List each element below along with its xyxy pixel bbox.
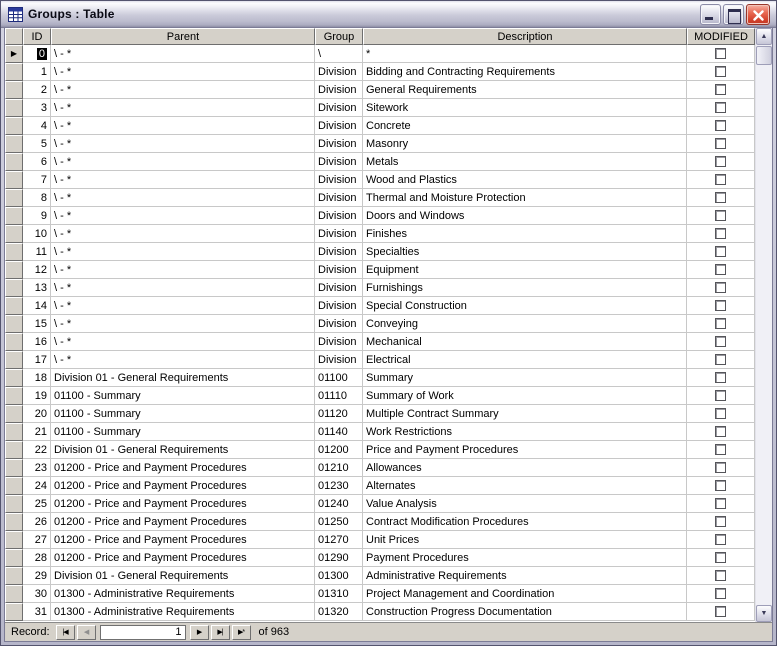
cell-id[interactable]: 17 [23,351,51,369]
modified-checkbox[interactable] [715,480,726,491]
cell-group[interactable]: 01140 [315,423,363,441]
cell-id[interactable]: 29 [23,567,51,585]
cell-parent[interactable]: Division 01 - General Requirements [51,369,315,387]
modified-checkbox[interactable] [715,336,726,347]
column-header-modified[interactable]: MODIFIED [687,28,755,45]
modified-checkbox[interactable] [715,246,726,257]
cell-modified [687,63,755,81]
record-selector[interactable] [5,405,23,423]
cell-description[interactable]: Alternates [363,477,687,495]
table-row [5,243,755,261]
record-selector[interactable] [5,531,23,549]
modified-checkbox[interactable] [715,606,726,617]
cell-id[interactable]: 1 [23,63,51,81]
cell-id[interactable]: 6 [23,153,51,171]
cell-description[interactable]: Thermal and Moisture Protection [363,189,687,207]
cell-description[interactable]: Masonry [363,135,687,153]
cell-description[interactable]: Project Management and Coordination [363,585,687,603]
cell-group[interactable]: Division [315,315,363,333]
cell-id[interactable]: 8 [23,189,51,207]
cell-description[interactable]: Specialties [363,243,687,261]
cell-parent[interactable]: 01200 - Price and Payment Procedures [51,459,315,477]
table-row [5,315,755,333]
last-record-button[interactable]: ▶| [211,625,230,640]
cell-id[interactable]: 2 [23,81,51,99]
cell-modified [687,351,755,369]
cell-id[interactable]: 26 [23,513,51,531]
cell-id[interactable]: 28 [23,549,51,567]
cell-group[interactable]: 01270 [315,531,363,549]
new-record-button[interactable]: ▶* [232,625,251,640]
record-selector[interactable] [5,387,23,405]
scroll-down-icon[interactable]: ▼ [756,605,772,622]
cell-description[interactable]: Unit Prices [363,531,687,549]
cell-group[interactable]: 01310 [315,585,363,603]
record-selector[interactable] [5,63,23,81]
record-selector[interactable] [5,423,23,441]
cell-parent[interactable]: 01300 - Administrative Requirements [51,603,315,621]
cell-group[interactable]: Division [315,351,363,369]
cell-parent[interactable]: \ - * [51,63,315,81]
record-selector[interactable] [5,81,23,99]
table-row [5,189,755,207]
modified-checkbox[interactable] [715,408,726,419]
modified-checkbox[interactable] [715,444,726,455]
record-selector[interactable] [5,225,23,243]
cell-modified [687,243,755,261]
datasheet-grid [5,28,755,622]
record-selector[interactable] [5,153,23,171]
table-row [5,351,755,369]
cell-parent[interactable]: \ - * [51,279,315,297]
table-row [5,531,755,549]
modified-checkbox[interactable] [715,390,726,401]
table-row [5,135,755,153]
cell-modified [687,45,755,63]
record-selector[interactable] [5,513,23,531]
cell-modified [687,441,755,459]
cell-group[interactable]: 01120 [315,405,363,423]
table-row [5,225,755,243]
cell-modified [687,567,755,585]
record-selector[interactable] [5,189,23,207]
table-row [5,459,755,477]
cell-group[interactable]: Division [315,297,363,315]
modified-checkbox[interactable] [715,318,726,329]
record-selector[interactable] [5,171,23,189]
cell-group[interactable]: Division [315,189,363,207]
cell-description[interactable]: Payment Procedures [363,549,687,567]
cell-parent[interactable]: \ - * [51,225,315,243]
cell-modified [687,189,755,207]
next-record-button[interactable]: ▶ [190,625,209,640]
modified-checkbox[interactable] [715,174,726,185]
cell-description[interactable]: Equipment [363,261,687,279]
cell-group[interactable]: 01300 [315,567,363,585]
table-row [5,153,755,171]
cell-description[interactable]: Allowances [363,459,687,477]
cell-description[interactable]: Concrete [363,117,687,135]
cell-group[interactable]: Division [315,243,363,261]
cell-group[interactable]: Division [315,207,363,225]
modified-checkbox[interactable] [715,552,726,563]
column-header-id[interactable]: ID [23,28,51,45]
table-row [5,261,755,279]
datasheet-table-icon [8,7,23,22]
cell-parent[interactable]: Division 01 - General Requirements [51,567,315,585]
cell-group[interactable]: Division [315,117,363,135]
current-record-arrow: ▶ [10,49,18,58]
modified-checkbox[interactable] [715,498,726,509]
cell-modified [687,153,755,171]
table-row [5,81,755,99]
table-row [5,207,755,225]
cell-group[interactable]: Division [315,261,363,279]
cell-description[interactable]: Bidding and Contracting Requirements [363,63,687,81]
record-selector[interactable] [5,585,23,603]
table-row [5,495,755,513]
modified-checkbox[interactable] [715,84,726,95]
modified-checkbox[interactable] [715,588,726,599]
cell-parent[interactable]: 01200 - Price and Payment Procedures [51,477,315,495]
cell-description[interactable]: General Requirements [363,81,687,99]
cell-id[interactable]: 5 [23,135,51,153]
cell-parent[interactable]: 01100 - Summary [51,423,315,441]
header-row [5,28,755,45]
cell-id[interactable]: 20 [23,405,51,423]
cell-group[interactable]: 01320 [315,603,363,621]
table-row [5,279,755,297]
record-selector[interactable] [5,279,23,297]
table-row [5,549,755,567]
table-row [5,45,755,63]
cell-modified [687,117,755,135]
table-row [5,171,755,189]
cell-modified [687,531,755,549]
cell-description[interactable]: * [363,45,687,63]
table-row [5,567,755,585]
table-row [5,513,755,531]
cell-modified [687,315,755,333]
cell-id[interactable]: 15 [23,315,51,333]
cell-id[interactable]: 27 [23,531,51,549]
cell-description[interactable]: Administrative Requirements [363,567,687,585]
modified-checkbox[interactable] [715,156,726,167]
cell-id[interactable]: 25 [23,495,51,513]
cell-id[interactable]: 9 [23,207,51,225]
cell-description[interactable]: Conveying [363,315,687,333]
cell-modified [687,405,755,423]
cell-description[interactable]: Contract Modification Procedures [363,513,687,531]
cell-group[interactable]: Division [315,171,363,189]
column-header-parent[interactable]: Parent [51,28,315,45]
modified-checkbox[interactable] [715,102,726,113]
cell-group[interactable]: Division [315,279,363,297]
table-row [5,117,755,135]
cell-description[interactable]: Finishes [363,225,687,243]
cell-modified [687,459,755,477]
modified-checkbox[interactable] [715,462,726,473]
cell-parent[interactable]: \ - * [51,243,315,261]
modified-checkbox[interactable] [715,282,726,293]
record-selector[interactable] [5,459,23,477]
cell-modified [687,207,755,225]
close-icon[interactable] [746,4,770,25]
modified-checkbox[interactable] [715,300,726,311]
modified-checkbox[interactable] [715,534,726,545]
cell-parent[interactable]: 01200 - Price and Payment Procedures [51,531,315,549]
cell-modified [687,603,755,621]
cell-group[interactable]: 01230 [315,477,363,495]
cell-group[interactable]: 01210 [315,459,363,477]
cell-group[interactable]: 01110 [315,387,363,405]
cell-description[interactable]: Value Analysis [363,495,687,513]
record-selector[interactable] [5,99,23,117]
modified-checkbox[interactable] [715,66,726,77]
cell-modified [687,279,755,297]
cell-id[interactable]: 21 [23,423,51,441]
record-navigation-bar [5,622,772,641]
scrollbar-track[interactable] [756,65,772,605]
cell-id[interactable] [23,45,51,63]
modified-checkbox[interactable] [715,516,726,527]
cell-parent[interactable]: \ - * [51,99,315,117]
cell-parent[interactable]: \ - * [51,297,315,315]
modified-checkbox[interactable] [715,228,726,239]
cell-description[interactable]: Construction Progress Documentation [363,603,687,621]
cell-group[interactable]: 01290 [315,549,363,567]
table-row [5,477,755,495]
cell-modified [687,369,755,387]
modified-checkbox[interactable] [715,48,726,59]
record-selector[interactable] [5,45,23,63]
column-header-description[interactable]: Description [363,28,687,45]
cell-id[interactable]: 7 [23,171,51,189]
cell-parent[interactable]: 01200 - Price and Payment Procedures [51,513,315,531]
column-header-selector[interactable] [5,28,23,45]
minimize-icon[interactable] [700,4,721,25]
cell-modified [687,549,755,567]
cell-modified [687,297,755,315]
cell-parent[interactable]: \ - * [51,315,315,333]
record-selector[interactable] [5,603,23,621]
cell-group[interactable]: 01250 [315,513,363,531]
record-selector[interactable] [5,477,23,495]
record-selector[interactable] [5,333,23,351]
cell-parent[interactable]: 01300 - Administrative Requirements [51,585,315,603]
modified-checkbox[interactable] [715,192,726,203]
table-row [5,297,755,315]
cell-id[interactable]: 23 [23,459,51,477]
record-selector[interactable] [5,369,23,387]
modified-checkbox[interactable] [715,120,726,131]
cell-parent[interactable]: 01100 - Summary [51,405,315,423]
cell-parent[interactable]: Division 01 - General Requirements [51,441,315,459]
maximize-icon[interactable] [723,4,744,25]
modified-checkbox[interactable] [715,264,726,275]
cell-id[interactable]: 30 [23,585,51,603]
cell-modified [687,135,755,153]
cell-description[interactable]: Multiple Contract Summary [363,405,687,423]
cell-id[interactable]: 12 [23,261,51,279]
cell-id[interactable]: 13 [23,279,51,297]
cell-modified [687,261,755,279]
modified-checkbox[interactable] [715,570,726,581]
cell-modified [687,81,755,99]
previous-record-button[interactable]: ◀ [77,625,96,640]
cell-parent[interactable]: \ - * [51,207,315,225]
cell-id[interactable]: 31 [23,603,51,621]
cell-parent[interactable]: \ - * [51,261,315,279]
cell-parent[interactable]: \ - * [51,333,315,351]
table-row [5,333,755,351]
scroll-up-icon[interactable]: ▲ [756,28,772,45]
cell-group[interactable]: Division [315,81,363,99]
cell-description[interactable]: Work Restrictions [363,423,687,441]
cell-id[interactable]: 24 [23,477,51,495]
cell-group[interactable]: Division [315,63,363,81]
cell-id[interactable]: 18 [23,369,51,387]
record-selector[interactable] [5,117,23,135]
cell-id[interactable]: 3 [23,99,51,117]
cell-parent[interactable]: \ - * [51,189,315,207]
cell-group[interactable]: \ [315,45,363,63]
cell-modified [687,99,755,117]
cell-parent[interactable]: \ - * [51,81,315,99]
cell-parent[interactable]: \ - * [51,45,315,63]
modified-checkbox[interactable] [715,354,726,365]
cell-modified [687,477,755,495]
record-selector[interactable] [5,297,23,315]
cell-group[interactable]: 01240 [315,495,363,513]
window-title: Groups : Table [28,7,115,21]
record-label: Record: [11,626,50,638]
cell-modified [687,387,755,405]
cell-modified [687,171,755,189]
cell-id[interactable]: 10 [23,225,51,243]
table-row [5,423,755,441]
record-selector[interactable] [5,567,23,585]
cell-modified [687,495,755,513]
cell-group[interactable]: 01200 [315,441,363,459]
cell-description[interactable]: Price and Payment Procedures [363,441,687,459]
cell-id[interactable]: 4 [23,117,51,135]
cell-modified [687,585,755,603]
record-number-input[interactable] [100,625,186,640]
cell-description[interactable]: Sitework [363,99,687,117]
cell-modified [687,333,755,351]
table-row [5,441,755,459]
cell-id[interactable]: 19 [23,387,51,405]
selected-cell-value: 0 [38,47,45,60]
table-row [5,387,755,405]
modified-checkbox[interactable] [715,138,726,149]
table-row [5,585,755,603]
cell-id[interactable]: 22 [23,441,51,459]
cell-id[interactable]: 14 [23,297,51,315]
table-row [5,603,755,621]
record-count-text: of 963 [258,626,290,638]
cell-description[interactable]: Special Construction [363,297,687,315]
cell-parent[interactable]: 01200 - Price and Payment Procedures [51,495,315,513]
cell-group[interactable]: Division [315,153,363,171]
cell-group[interactable]: Division [315,333,363,351]
cell-parent[interactable]: 01200 - Price and Payment Procedures [51,549,315,567]
cell-description[interactable]: Summary of Work [363,387,687,405]
table-body [5,45,755,621]
record-selector[interactable] [5,243,23,261]
cell-id[interactable]: 16 [23,333,51,351]
cell-description[interactable]: Metals [363,153,687,171]
record-selector[interactable] [5,495,23,513]
cell-group[interactable]: Division [315,99,363,117]
record-selector[interactable] [5,315,23,333]
record-selector[interactable] [5,351,23,369]
modified-checkbox[interactable] [715,426,726,437]
cell-parent[interactable]: \ - * [51,171,315,189]
table-row [5,63,755,81]
record-selector[interactable] [5,207,23,225]
table-row [5,99,755,117]
cell-parent[interactable]: 01100 - Summary [51,387,315,405]
cell-modified [687,423,755,441]
table-row [5,369,755,387]
cell-parent[interactable]: \ - * [51,135,315,153]
table-row [5,405,755,423]
cell-id[interactable]: 11 [23,243,51,261]
cell-parent[interactable]: \ - * [51,117,315,135]
cell-description[interactable]: Summary [363,369,687,387]
vertical-scrollbar[interactable] [755,28,772,622]
cell-group[interactable]: Division [315,135,363,153]
cell-description[interactable]: Doors and Windows [363,207,687,225]
first-record-button[interactable]: |◀ [56,625,75,640]
cell-modified [687,513,755,531]
record-selector[interactable] [5,441,23,459]
title-bar[interactable] [1,1,776,28]
cell-parent[interactable]: \ - * [51,351,315,369]
record-selector[interactable] [5,261,23,279]
cell-modified [687,225,755,243]
cell-description[interactable]: Electrical [363,351,687,369]
column-header-group[interactable]: Group [315,28,363,45]
groups-table [5,28,755,621]
scrollbar-thumb[interactable] [756,46,772,65]
cell-parent[interactable]: \ - * [51,153,315,171]
cell-description[interactable]: Wood and Plastics [363,171,687,189]
record-selector[interactable] [5,135,23,153]
cell-description[interactable]: Furnishings [363,279,687,297]
cell-group[interactable]: Division [315,225,363,243]
modified-checkbox[interactable] [715,210,726,221]
modified-checkbox[interactable] [715,372,726,383]
cell-group[interactable]: 01100 [315,369,363,387]
close-x-glyph [751,8,766,23]
record-selector[interactable] [5,549,23,567]
cell-description[interactable]: Mechanical [363,333,687,351]
